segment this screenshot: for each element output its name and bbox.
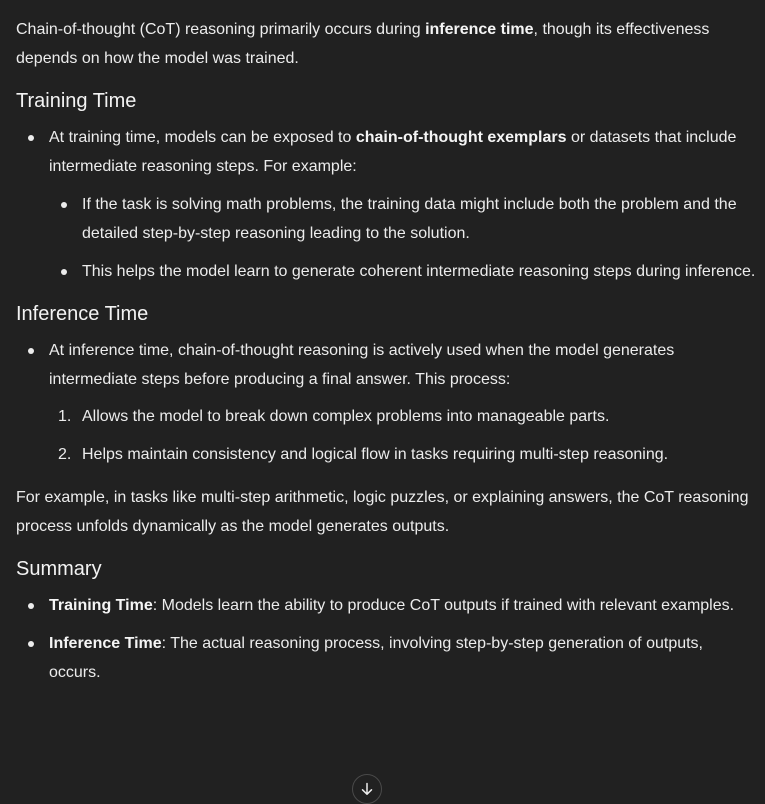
intro-paragraph: Chain-of-thought (CoT) reasoning primarily occurs during inference time, though its effectiveness depends on how the model was trained. [16,21,710,67]
inference-section [16,300,756,469]
list-item: Training Time: Models learn the ability to produce CoT outputs if trained with relevant examples. [16,591,756,620]
list-item: At training time, models can be exposed to chain-of-thought exemplars or datasets that include intermediate reasoning steps. For example: If the task is solving math problems, the training data might include both the problem and the detailed step-by-step reasoning leading to the solution. This helps the model learn to generate coherent intermediate reasoning steps during inference. [16,123,756,286]
summary-heading: Summary [16,558,102,580]
numbered-item: 1. Allows the model to break down complex problems into manageable parts. [58,408,610,425]
inference-heading: Inference Time [16,303,149,325]
training-section [16,87,756,286]
example-paragraph: For example, in tasks like multi-step arithmetic, logic puzzles, or explaining answers, the CoT reasoning process unfolds dynamically as the model generates outputs. [16,489,749,535]
list-item: At inference time, chain-of-thought reasoning is actively used when the model generates intermediate steps before producing a final answer. This process: 1. Allows the model to break down complex problems into manageable parts. 2. Helps maintain consistency and logical flow in tasks requiring multi-step reasoning. [16,336,756,469]
summary-section [16,555,756,687]
training-heading: Training Time [16,90,137,112]
assistant-message [16,15,756,696]
list-item: Inference Time: The actual reasoning process, involving step-by-step generation of outputs, occurs. [16,629,756,687]
list-item: This helps the model learn to generate coherent intermediate reasoning steps during inference. [49,257,756,286]
list-item: If the task is solving math problems, the training data might include both the problem and the detailed step-by-step reasoning leading to the solution. [49,190,756,248]
arrow-down-icon [360,782,374,796]
numbered-item: 2. Helps maintain consistency and logical flow in tasks requiring multi-step reasoning. [58,446,669,463]
